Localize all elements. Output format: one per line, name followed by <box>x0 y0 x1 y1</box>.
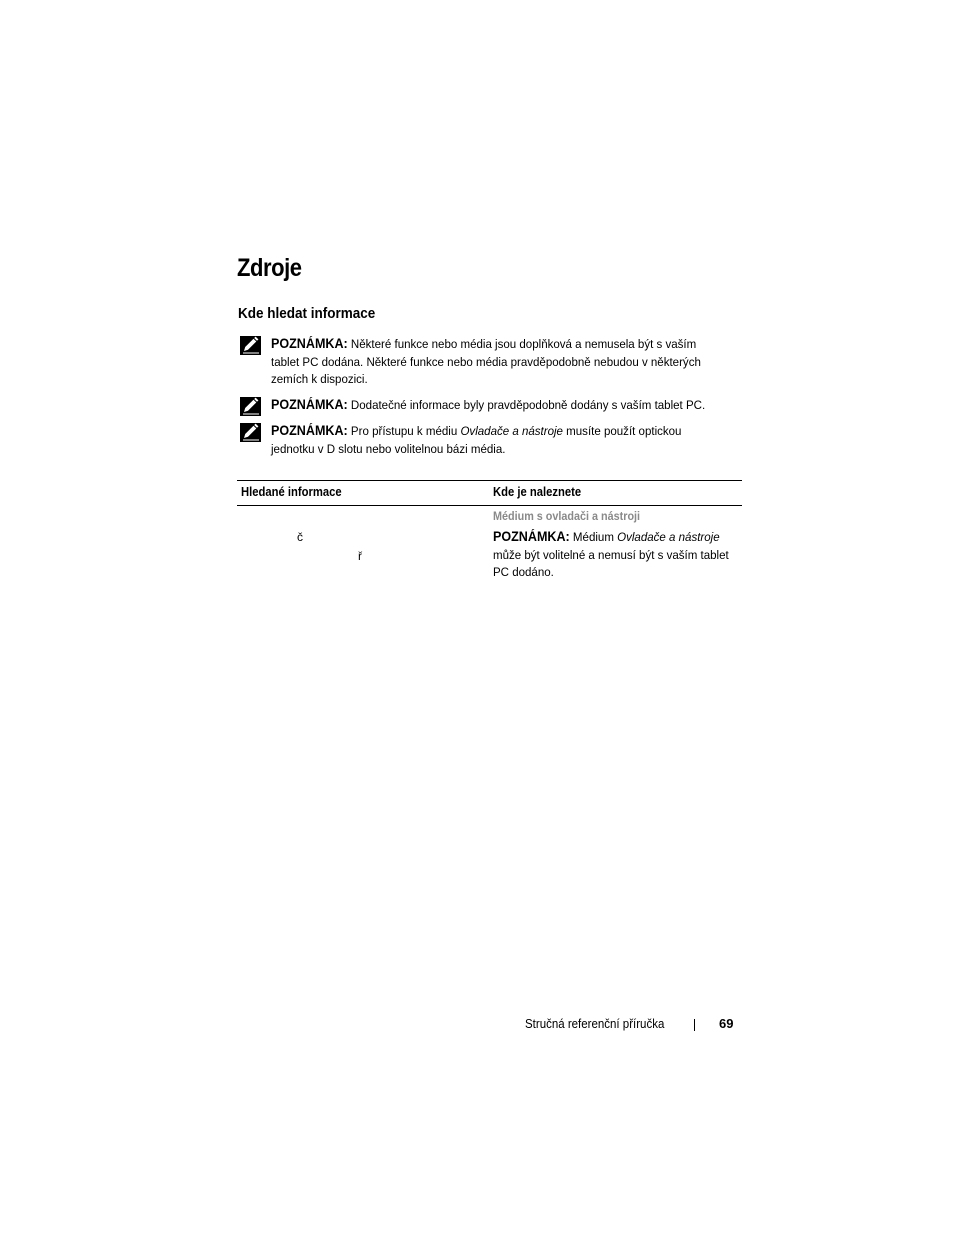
note-body-italic: Ovladače a nástroje <box>460 424 563 438</box>
table-header-where: Kde je naleznete <box>493 485 582 499</box>
table-cell-heading: Médium s ovladači a nástroji <box>493 509 641 523</box>
footer-separator <box>694 1019 695 1031</box>
table-cell-char: ř <box>358 549 362 563</box>
note-pencil-icon <box>240 423 261 442</box>
note-label: POZNÁMKA: <box>493 529 570 544</box>
note-body-before: Médium <box>572 530 614 544</box>
note-body-italic: Ovladače a nástroje <box>617 530 720 544</box>
section-title: Kde hledat informace <box>238 305 376 322</box>
table-header-rule <box>237 505 742 506</box>
note-label: POZNÁMKA: <box>271 423 348 438</box>
page-number: 69 <box>719 1016 734 1031</box>
note-text <box>271 396 708 415</box>
note-body-after: může být volitelné a nemusí být s vaším tablet PC dodáno. <box>493 547 729 579</box>
note-text <box>271 422 708 458</box>
note-label: POZNÁMKA: <box>271 397 348 412</box>
table-cell-note <box>493 528 737 582</box>
note-label: POZNÁMKA: <box>271 336 348 351</box>
note-body: Některé funkce nebo média jsou doplňková a nemusela být s vaším tablet PC dodána. Některé funkce nebo média pravděpodobně nebudou v některých zemích k dispozici. <box>271 337 701 386</box>
footer-title: Stručná referenční příručka <box>525 1017 665 1031</box>
table-top-rule <box>237 480 742 481</box>
note-pencil-icon <box>240 336 261 355</box>
table-cell-char: č <box>297 530 303 544</box>
note-text <box>271 335 708 389</box>
note-body: Dodatečné informace byly pravděpodobně dodány s vaším tablet PC. <box>350 398 706 412</box>
table-header-wanted: Hledané informace <box>241 485 342 499</box>
page-title: Zdroje <box>237 254 302 282</box>
note-body-before: Pro přístupu k médiu <box>350 424 458 438</box>
note-pencil-icon <box>240 397 261 416</box>
note-body-after: musíte použít optickou jednotku v D slotu nebo volitelnou bázi média. <box>271 424 682 456</box>
